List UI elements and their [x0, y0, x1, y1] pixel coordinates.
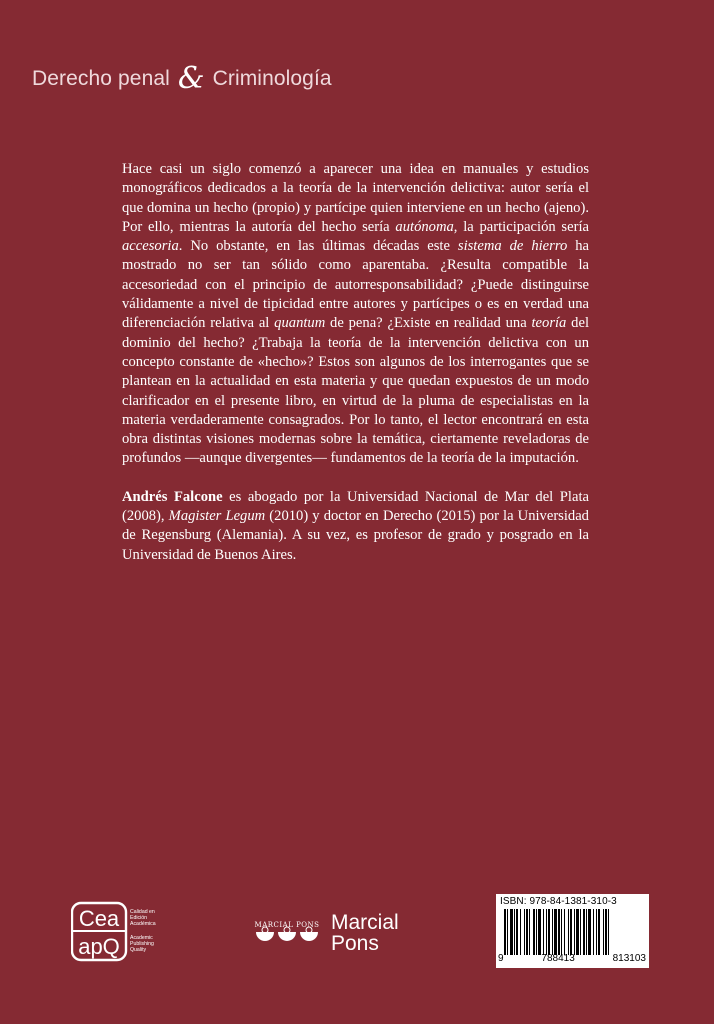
text-run: (2010) y doctor en Derecho (2015) por la Universidad de Regensburg (Alemania). A su vez, es profesor de grado y posgrado en la Universidad de Buenos Aires.	[122, 508, 589, 563]
barcode-bar	[504, 909, 506, 955]
barcode-bar	[586, 909, 587, 955]
ceapq-logo-icon	[71, 901, 161, 963]
barcode-bar	[548, 909, 550, 955]
italic-term: teoría	[531, 315, 567, 332]
text-run: . No obstante, en las últimas décadas este	[178, 238, 458, 255]
text-run: ha mostrado no ser tan sólido como aparentaba. ¿Resulta compatible la accesoriedad con el principio de autorresponsabilidad? ¿Puede distinguirse válidamente a nivel de tipicidad entre autores y partícipes o es en verdad una diferenciación relativa al	[122, 238, 589, 332]
barcode-bar	[605, 909, 607, 955]
ceapq-logo-top: Cea	[78, 906, 120, 931]
barcode-bar	[514, 909, 515, 955]
barcode-bar	[516, 909, 518, 955]
barcode-bar	[558, 909, 560, 955]
ceapq-quality-seal	[71, 901, 161, 968]
italic-term: accesoria	[122, 238, 179, 255]
barcode-bar	[583, 909, 585, 955]
barcode-bar	[536, 909, 537, 955]
marcial-pons-emblem-icon	[254, 920, 324, 946]
barcode-bar	[588, 909, 591, 955]
barcode-bar	[543, 909, 544, 955]
text-run: del dominio del hecho? ¿Trabaja la teoría de la intervención delictiva con un concepto constante de «hecho»? Estos son algunos de los interrogantes que se plantean en la actualidad en esta materia y que quedan expuestos de un modo clarificador en el presente libro, en virtud de la pluma de especialistas en la materia verdaderamente consagrados. Por lo tanto, el lector encontrará en esta obra distintas visiones modernas sobre la temática, ciertamente reveladoras de profundos —aunque divergentes— fundamentos de la teoría de la imputación.	[122, 315, 589, 467]
barcode-bar	[554, 909, 557, 955]
back-cover-blurb	[122, 160, 589, 565]
barcode-bar	[552, 909, 553, 955]
barcode-bar	[546, 909, 547, 955]
barcode-digit-lead: 9	[498, 953, 504, 964]
italic-term: sistema de hierro	[457, 238, 568, 255]
barcode-bar	[568, 909, 569, 955]
barcode-bar	[603, 909, 604, 955]
publisher-name-line1: Marcial	[331, 911, 399, 934]
barcode-bar	[538, 909, 541, 955]
series-title-part1: Derecho penal	[32, 67, 170, 90]
publisher-name	[331, 912, 399, 954]
barcode-bar	[520, 909, 521, 955]
barcode-bar	[507, 909, 508, 955]
barcode-bar	[576, 909, 579, 955]
text-run: , la participación sería	[453, 218, 589, 235]
barcode-bar	[570, 909, 572, 955]
text-run: Hace casi un siglo comenzó a aparecer una idea en manuales y estudios monográficos dedicados a la teoría de la intervención delictiva: autor sería el que domina un hecho (propio) y partícipe quien interviene en un hecho (ajeno). Por ello, mientras la autoría del hecho sería	[122, 161, 589, 235]
barcode-bar	[524, 909, 525, 955]
barcode-bar	[596, 909, 597, 955]
text-run: de pena? ¿Existe en realidad una	[325, 315, 532, 332]
barcode-bar	[574, 909, 575, 955]
barcode-bar	[510, 909, 513, 955]
barcode-bar	[561, 909, 562, 955]
blurb-paragraph	[122, 160, 589, 469]
barcode-bar	[564, 909, 565, 955]
publisher-mark-text: MARCIAL PONS	[254, 921, 320, 929]
series-title	[32, 58, 332, 96]
ceapq-text-en-1: Academic	[130, 935, 153, 941]
ceapq-text-en-2: Publishing	[130, 941, 154, 947]
ceapq-logo-bottom: apQ	[78, 934, 120, 959]
barcode-bars-icon	[504, 909, 642, 955]
author-name: Andrés Falcone	[122, 488, 223, 505]
barcode-bar	[598, 909, 600, 955]
text-run: es abogado por la Universidad Nacional de Mar del Plata (2008),	[122, 488, 589, 525]
barcode-bar	[580, 909, 581, 955]
isbn-label: ISBN: 978-84-1381-310-3	[500, 896, 617, 907]
publisher-name-line2: Pons	[331, 932, 379, 955]
barcode-bar	[533, 909, 535, 955]
italic-term: quantum	[274, 315, 326, 332]
barcode-bar	[526, 909, 528, 955]
barcode-digits-left: 788413	[541, 953, 575, 964]
author-bio-paragraph	[122, 488, 589, 565]
isbn-barcode	[496, 894, 649, 968]
publisher-logo	[254, 912, 399, 954]
ceapq-text-es-1: Calidad en	[130, 909, 155, 915]
ceapq-text-en-3: Quality	[130, 947, 147, 953]
series-title-part2: Criminología	[212, 67, 332, 90]
barcode-digits	[498, 954, 646, 964]
italic-term: Magister Legum	[168, 508, 266, 525]
ceapq-text-es-3: Académica	[130, 921, 156, 927]
barcode-bar	[608, 909, 609, 955]
barcode-digits-right: 813103	[612, 953, 646, 964]
ceapq-text-es-2: Edición	[130, 915, 148, 921]
barcode-bar	[529, 909, 530, 955]
barcode-bar	[593, 909, 594, 955]
italic-term: autónoma	[395, 218, 454, 235]
series-ampersand: &	[177, 61, 205, 96]
